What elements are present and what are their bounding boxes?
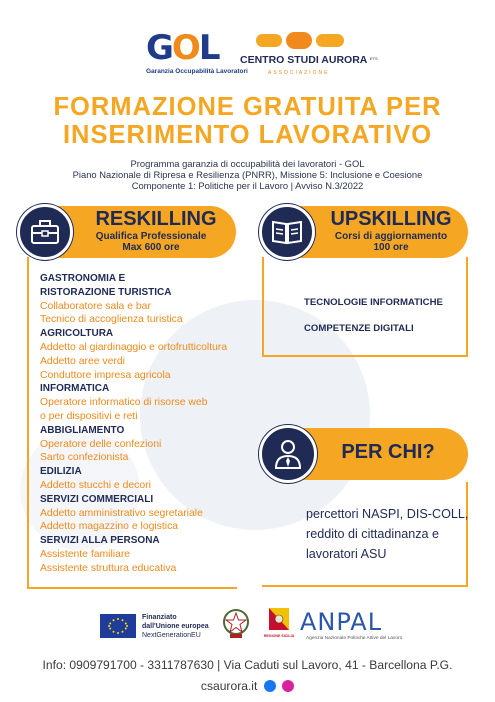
- csa-logo: [240, 32, 378, 82]
- anpal-logo-name: ANPAL: [300, 608, 383, 636]
- instagram-icon[interactable]: [282, 680, 294, 692]
- reskilling-course: Operatore informatico di risorse web: [40, 397, 208, 409]
- csa-logo-subtitle: ASSOCIAZIONE: [268, 70, 330, 76]
- website-link[interactable]: csaurora.it: [200, 679, 258, 693]
- anpal-logo: [300, 608, 424, 642]
- reskilling-category: AGRICOLTURA: [40, 328, 114, 340]
- reskilling-category: RISTORAZIONE TURISTICA: [40, 286, 172, 298]
- gol-logo-tagline: Garanzia Occupabilità Lavoratori: [146, 68, 248, 75]
- reskilling-course: Addetto al giardinaggio e ortofrutticoltura: [40, 342, 228, 353]
- briefcase-icon: [30, 219, 60, 245]
- gol-logo-letter: O: [171, 28, 199, 68]
- facebook-icon[interactable]: [264, 680, 276, 692]
- reskilling-subtitle-1: Qualifica Professionale: [95, 231, 207, 242]
- italian-emblem-icon: [221, 607, 251, 639]
- csa-logo-name: [240, 54, 378, 66]
- page-title-line-1: FORMAZIONE GRATUITA PER: [53, 93, 442, 121]
- book-icon: [271, 219, 303, 245]
- per-chi-line: lavoratori ASU: [306, 547, 387, 561]
- per-chi-icon-circle: [259, 425, 317, 483]
- reskilling-course: Conduttore impresa agricola: [40, 369, 171, 381]
- upskilling-item: COMPETENZE DIGITALI: [304, 323, 414, 334]
- subtitle-line: Programma garanzia di occupabilità dei lavoratori - GOL: [130, 158, 365, 169]
- reskilling-course: Collaboratore sala e bar: [40, 300, 151, 312]
- upskilling-icon-circle: [259, 204, 315, 260]
- reskilling-course: Addetto stucchi e decori: [40, 480, 151, 491]
- reskilling-category: GASTRONOMIA E: [40, 273, 126, 284]
- eu-funding-line-2: dall'Unione europea: [142, 623, 209, 630]
- eu-funding-line-1: Finanziato: [142, 614, 177, 621]
- subtitle-line: Piano Nazionale di Ripresa e Resilienza (PNRR), Missione 5: Inclusione e Coesione: [72, 169, 423, 180]
- reskilling-course: o per dispositivi e reti: [40, 411, 138, 422]
- reskilling-course: Addetto aree verdi: [40, 355, 125, 367]
- page-title-line-2: INSERIMENTO LAVORATIVO: [62, 121, 433, 149]
- reskilling-course: Assistente familiare: [40, 549, 131, 560]
- reskilling-category: SERVIZI COMMERCIALI: [40, 493, 154, 505]
- reskilling-course: Sarto confezionista: [40, 452, 129, 464]
- gol-logo-letter: G: [146, 28, 172, 68]
- eu-funding-line-3: NextGenerationEU: [142, 632, 201, 639]
- regione-sicilia-label: REGIONE SICILIA: [263, 634, 295, 638]
- reskilling-category: ABBIGLIAMENTO: [40, 424, 125, 436]
- reskilling-course: Assistente struttura educativa: [40, 562, 177, 574]
- person-icon: [273, 438, 303, 470]
- per-chi-line: reddito di cittadinanza e: [306, 527, 440, 541]
- subtitle-line: Componente 1: Politiche per il Lavoro | Avviso N.3/2022: [131, 180, 364, 191]
- contact-info: Info: 0909791700 - 3311787630 | Via Caduti sul Lavoro, 41 - Barcellona P.G.: [42, 658, 453, 672]
- per-chi-title: PER CHI?: [341, 441, 435, 463]
- anpal-logo-subtitle: Agenzia Nazionale Politiche Attive del Lavoro: [306, 636, 403, 641]
- per-chi-line: percettori NASPI, DIS-COLL,: [306, 507, 469, 521]
- aurora-mark-icon: [256, 32, 346, 50]
- reskilling-course: Addetto magazzino e logistica: [40, 521, 179, 533]
- reskilling-course: Tecnico di accoglienza turistica: [40, 314, 183, 326]
- website-line: [0, 679, 495, 693]
- upskilling-title: UPSKILLING: [330, 208, 452, 230]
- gol-logo: [146, 28, 248, 78]
- regione-sicilia-logo: [262, 608, 296, 638]
- reskilling-category: INFORMATICA: [40, 383, 110, 395]
- eu-flag-icon: [100, 614, 136, 638]
- upskilling-item: TECNOLOGIE INFORMATICHE: [304, 297, 443, 308]
- reskilling-title: RESKILLING: [95, 208, 217, 230]
- reskilling-course: Operatore delle confezioni: [40, 438, 162, 450]
- upskilling-subtitle-2: 100 ore: [373, 242, 409, 253]
- gol-logo-letter: L: [198, 28, 219, 68]
- reskilling-category: EDILIZIA: [40, 466, 82, 478]
- eu-funding-text: [142, 613, 209, 640]
- reskilling-icon-circle: [17, 204, 73, 260]
- reskilling-subtitle-2: Max 600 ore: [122, 242, 180, 253]
- csa-logo-name-text: CENTRO STUDI AURORA: [240, 54, 367, 66]
- gol-logo-letters: [146, 28, 219, 68]
- csa-logo-suffix: ETS: [369, 56, 378, 61]
- reskilling-category: SERVIZI ALLA PERSONA: [40, 535, 160, 547]
- reskilling-course: Addetto amministrativo segretariale: [40, 507, 203, 519]
- upskilling-subtitle-1: Corsi di aggiornamento: [334, 231, 448, 242]
